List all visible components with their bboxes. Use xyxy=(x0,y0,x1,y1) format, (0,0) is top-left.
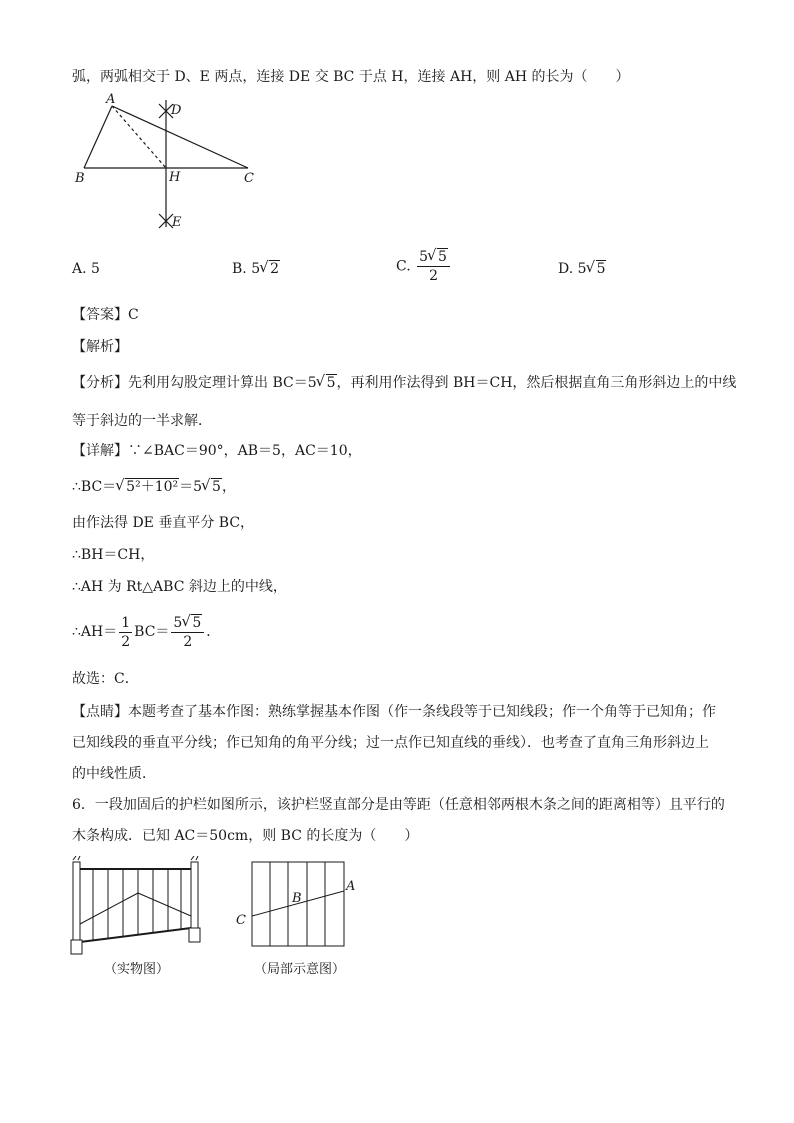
q6-real-figure xyxy=(68,856,208,958)
q6-line-1: 6．一段加固后的护栏如图所示，该护栏竖直部分是由等距（任意相邻两根木条之间的距离相等）且平行的 xyxy=(72,797,725,813)
choose-line: 故选：C． xyxy=(72,671,139,687)
detail-line-2: ∴BC＝√ 5²＋10²＝5√ 5， xyxy=(72,477,236,497)
option-b-coef: 5 xyxy=(251,261,261,277)
brace-right xyxy=(138,893,191,916)
option-b-label: B. xyxy=(232,261,247,277)
label-h: H xyxy=(169,170,181,185)
detail-line-6: ∴AH＝ $\frac{1}{2}$ BC＝ $\frac{5√ 5}{2}$ ． xyxy=(72,612,220,652)
option-b[interactable] xyxy=(232,259,280,279)
label-d: D xyxy=(171,103,182,118)
label-b: B xyxy=(75,171,85,186)
dianjing-line-2: 已知线段的垂直平分线；作已知角的角平分线；过一点作已知直线的垂线）．也考查了直角三角形斜边上 xyxy=(72,735,709,751)
option-d-label: D. xyxy=(558,261,574,277)
detail-line-3: 由作法得 DE 垂直平分 BC， xyxy=(72,515,255,531)
caption-real: （实物图） xyxy=(104,962,170,977)
option-d-sqrt: √ 5 xyxy=(587,259,607,279)
option-d[interactable] xyxy=(558,259,606,279)
label-a: A xyxy=(106,92,116,107)
q5-triangle-figure xyxy=(70,92,270,237)
brace-left xyxy=(80,893,138,924)
answer-line: 【答案】C xyxy=(72,307,139,323)
label-b2: B xyxy=(292,891,302,906)
option-c-label: C. xyxy=(396,258,411,275)
q6-schematic-figure xyxy=(232,858,362,950)
detail-line-1: 【详解】∵∠BAC＝90°，AB＝5，AC＝10， xyxy=(72,443,362,459)
caption-schematic: （局部示意图） xyxy=(254,962,346,977)
q6-line-2: 木条构成．已知 AC＝50cm，则 BC 的长度为（ ） xyxy=(72,828,419,844)
label-c2: C xyxy=(236,913,246,928)
option-b-sqrt: √ 2 xyxy=(260,259,280,279)
label-a2: A xyxy=(346,879,356,894)
fenxi-line-1: 【分析】先利用勾股定理计算出 BC＝5√ 5，再利用作法得到 BH＝CH，然后根据直角三角形斜边上的中线 xyxy=(72,373,736,393)
option-d-coef: 5 xyxy=(577,261,587,277)
detail-line-5: ∴AH 为 Rt△ABC 斜边上的中线， xyxy=(72,579,287,595)
option-c-frac: $\frac{5√ 5}{2}$ xyxy=(417,248,450,285)
dianjing-line-3: 的中线性质． xyxy=(72,766,156,782)
label-c: C xyxy=(244,171,254,186)
option-c[interactable] xyxy=(396,248,452,285)
post-left xyxy=(73,862,80,952)
median-ah xyxy=(112,106,166,168)
bottom-rail xyxy=(80,928,191,942)
dianjing-line-1: 【点睛】本题考查了基本作图：熟练掌握基本作图（作一条线段等于已知线段；作一个角等于已知角；作 xyxy=(72,704,716,720)
q5-stem-line: 弧，两弧相交于 D、E 两点，连接 DE 交 BC 于点 H，连接 AH，则 AH 的长为（ ） xyxy=(72,69,630,85)
fenxi-line-2: 等于斜边的一半求解． xyxy=(72,413,212,429)
detail-line-4: ∴BH＝CH， xyxy=(72,547,155,563)
side-ab xyxy=(84,106,112,168)
analysis-title: 【解析】 xyxy=(72,339,128,355)
option-a[interactable]: A. 5 xyxy=(72,261,100,277)
label-e: E xyxy=(172,215,182,230)
